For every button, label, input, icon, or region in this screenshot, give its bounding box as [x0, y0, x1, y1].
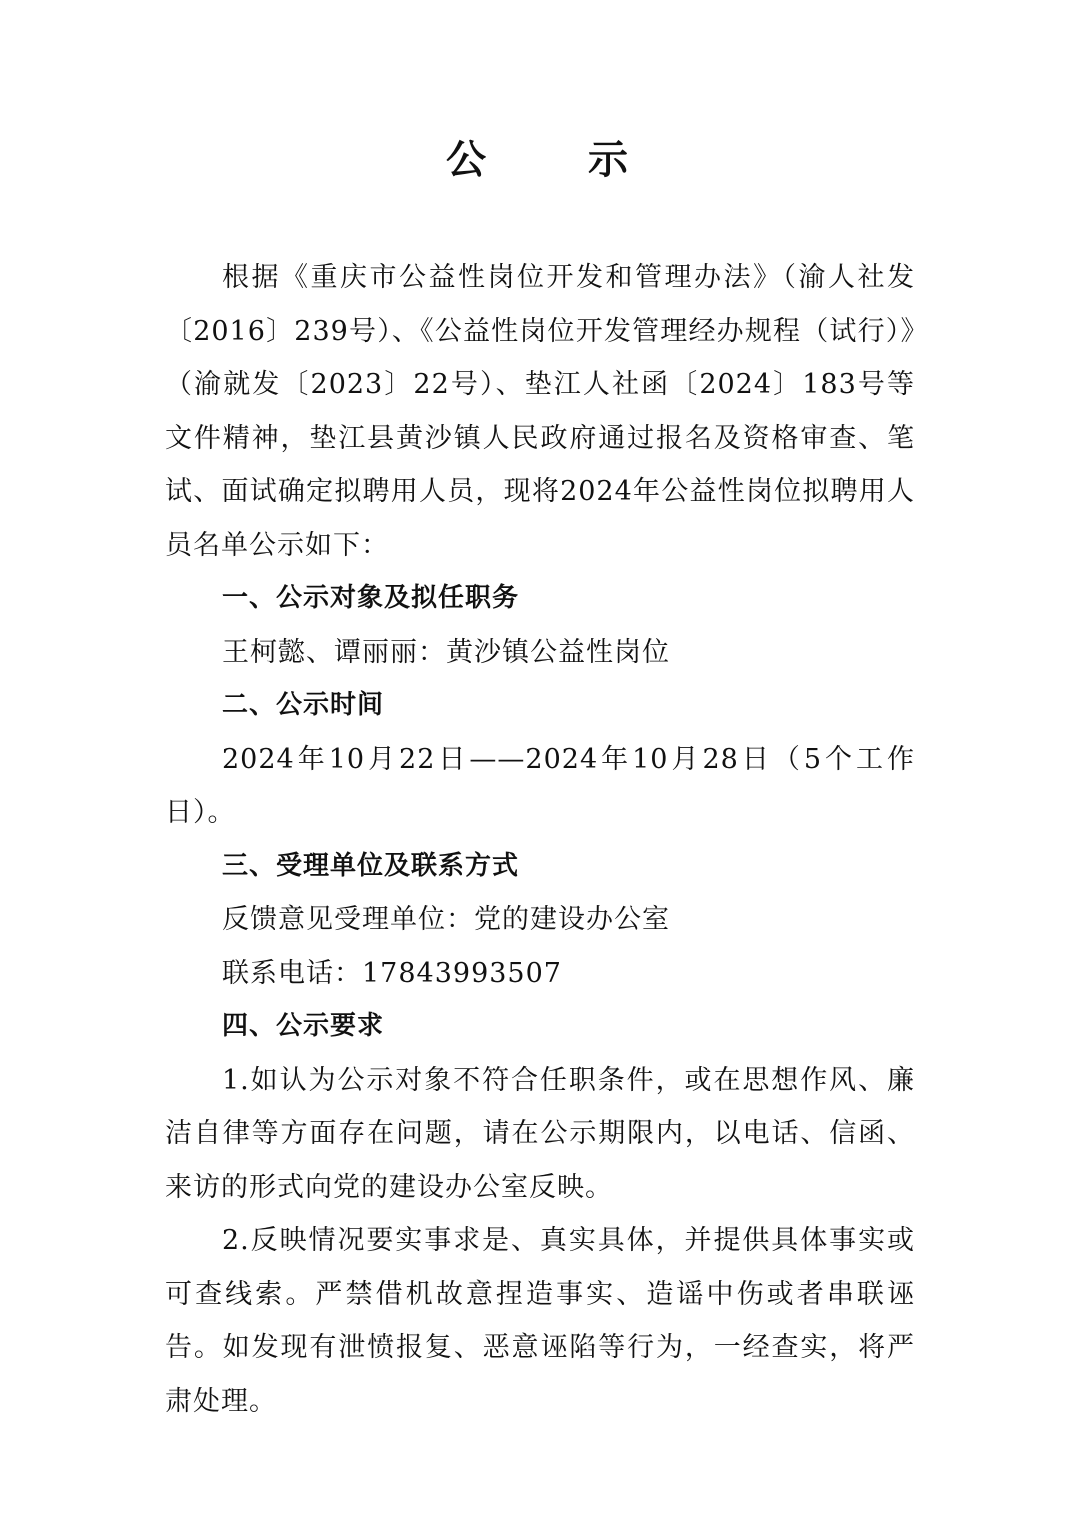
section-2-text: 2024年10月22日——2024年10月28日（5个工作日）。 [165, 743, 915, 828]
section-3-unit: 反馈意见受理单位：党的建设办公室 [222, 904, 670, 935]
section-3-phone: 联系电话：17843993507 [222, 957, 562, 989]
section-heading-4: 四、公示要求 [222, 1011, 385, 1041]
document-body [165, 251, 915, 1428]
document-title: 公 示 [446, 137, 672, 183]
section-1-text: 王柯懿、谭丽丽：黄沙镇公益性岗位 [222, 636, 670, 668]
section-4-item-2: 2.反映情况要实事求是、真实具体，并提供具体事实或可查线索。严禁借机故意捏造事实、造谣中伤或者串联诬告。如发现有泄愤报复、恶意诬陷等行为，一经查实，将严肃处理。 [165, 1225, 915, 1417]
intro-paragraph: 根据《重庆市公益性岗位开发和管理办法》（渝人社发〔2016〕239号）、《公益性岗位开发管理经办规程（试行）》（渝就发〔2023〕22号）、垫江人社函〔2024〕183号等文件精神，垫江县黄沙镇人民政府通过报名及资格审查、笔试、面试确定拟聘用人员，现将2024年公益性岗位拟聘用人员名单公示如下： [165, 262, 915, 561]
section-heading-3: 三、受理单位及联系方式 [222, 850, 520, 881]
section-heading-1: 一、公示对象及拟任职务 [222, 583, 520, 613]
section-4-item-1: 1.如认为公示对象不符合任职条件，或在思想作风、廉洁自律等方面存在问题，请在公示期限内，以电话、信函、来访的形式向党的建设办公室反映。 [165, 1064, 915, 1203]
section-heading-2: 二、公示时间 [222, 690, 385, 720]
